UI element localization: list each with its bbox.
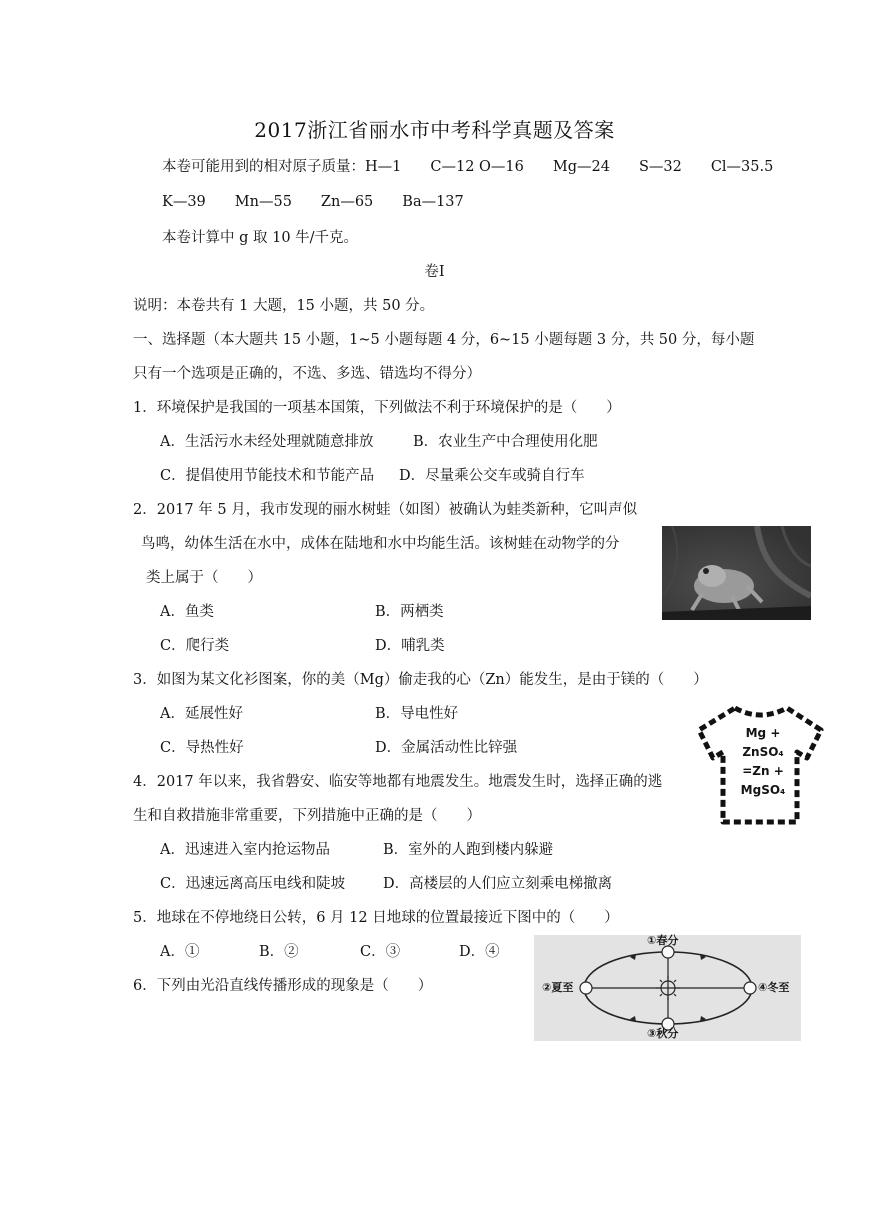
q1-option-c: C．提倡使用节能技术和节能产品 [160,468,375,484]
q5-option-c: C．③ [360,944,401,960]
q5-option-a: A．① [160,944,200,960]
orbit-label-spring: ①春分 [647,934,679,947]
tshirt-line-1: Mg + [745,726,781,740]
volume-label: 卷Ⅰ [424,264,445,280]
atomic-masses-line-2: K—39 Mn—55 Zn—65 Ba—137 [162,194,464,210]
q1-option-b: B．农业生产中合理使用化肥 [413,434,598,450]
q1-option-d: D．尽量乘公交车或骑自行车 [399,468,585,484]
q4-option-c: C．迅速远离高压电线和陡坡 [160,876,346,892]
q2-option-c: C．爬行类 [160,638,230,654]
q1-option-a: A．生活污水未经处理就随意排放 [160,434,374,450]
orbit-label-autumn: ③秋分 [647,1027,679,1040]
q5-option-b: B．② [259,944,299,960]
section-heading-line-1: 一、选择题（本大题共 15 小题，1~5 小题每题 4 分，6~15 小题每题 3 分，共 50 分，每小题 [133,332,755,348]
q4-option-a: A．迅速进入室内抢运物品 [160,842,330,858]
q3-option-c: C．导热性好 [160,740,244,756]
q2-option-b: B．两栖类 [375,604,444,620]
page-title: 2017浙江省丽水市中考科学真题及答案 [254,118,615,142]
orbit-label-winter: ④冬至 [758,981,790,994]
q4-option-b: B．室外的人跑到楼内躲避 [383,842,554,858]
tshirt-line-2: ZnSO₄ [742,745,784,759]
question-4-stem-line-2: 生和自救措施非常重要，下列措施中正确的是（ ） [133,808,481,824]
q3-option-b: B．导电性好 [375,706,459,722]
question-3-stem: 3．如图为某文化衫图案，你的美（Mg）偷走我的心（Zn）能发生，是由于镁的（ ） [133,672,708,688]
earth-orbit-figure [534,935,801,1041]
q3-option-a: A．延展性好 [160,706,243,722]
explanation: 说明：本卷共有 1 大题，15 小题，共 50 分。 [133,298,435,314]
atomic-masses-line-1: 本卷可能用到的相对原子质量：H—1 C—12 O—16 Mg—24 S—32 Cl—35.5 [162,159,774,175]
question-2-stem-line-3: 类上属于（ ） [146,570,262,586]
question-6-stem: 6．下列由光沿直线传播形成的现象是（ ） [133,978,433,994]
q4-option-d: D．高楼层的人们应立刻乘电梯撤离 [383,876,613,892]
tshirt-line-4: MgSO₄ [740,783,786,797]
question-2-stem-line-1: 2．2017 年 5 月，我市发现的丽水树蛙（如图）被确认为蛙类新种，它叫声似 [133,502,638,518]
section-heading-line-2: 只有一个选项是正确的，不选、多选、错选均不得分） [133,366,481,382]
question-5-stem: 5．地球在不停地绕日公转，6 月 12 日地球的位置最接近下图中的（ ） [133,910,619,926]
tshirt-figure [695,700,826,828]
tshirt-line-3: =Zn + [742,764,784,778]
q3-option-d: D．金属活动性比锌强 [375,740,518,756]
q2-option-d: D．哺乳类 [375,638,445,654]
orbit-label-summer: ②夏至 [542,981,574,994]
q5-option-d: D．④ [459,944,500,960]
question-4-stem-line-1: 4．2017 年以来，我省磐安、临安等地都有地震发生。地震发生时，选择正确的逃 [133,774,663,790]
question-2-stem-line-2: 鸟鸣，幼体生活在水中，成体在陆地和水中均能生活。该树蛙在动物学的分 [141,536,620,552]
question-1-stem: 1．环境保护是我国的一项基本国策，下列做法不利于环境保护的是（ ） [133,400,621,416]
tree-frog-photo [662,526,811,620]
gravity-note: 本卷计算中 g 取 10 牛/千克。 [162,230,359,246]
q2-option-a: A．鱼类 [160,604,214,620]
